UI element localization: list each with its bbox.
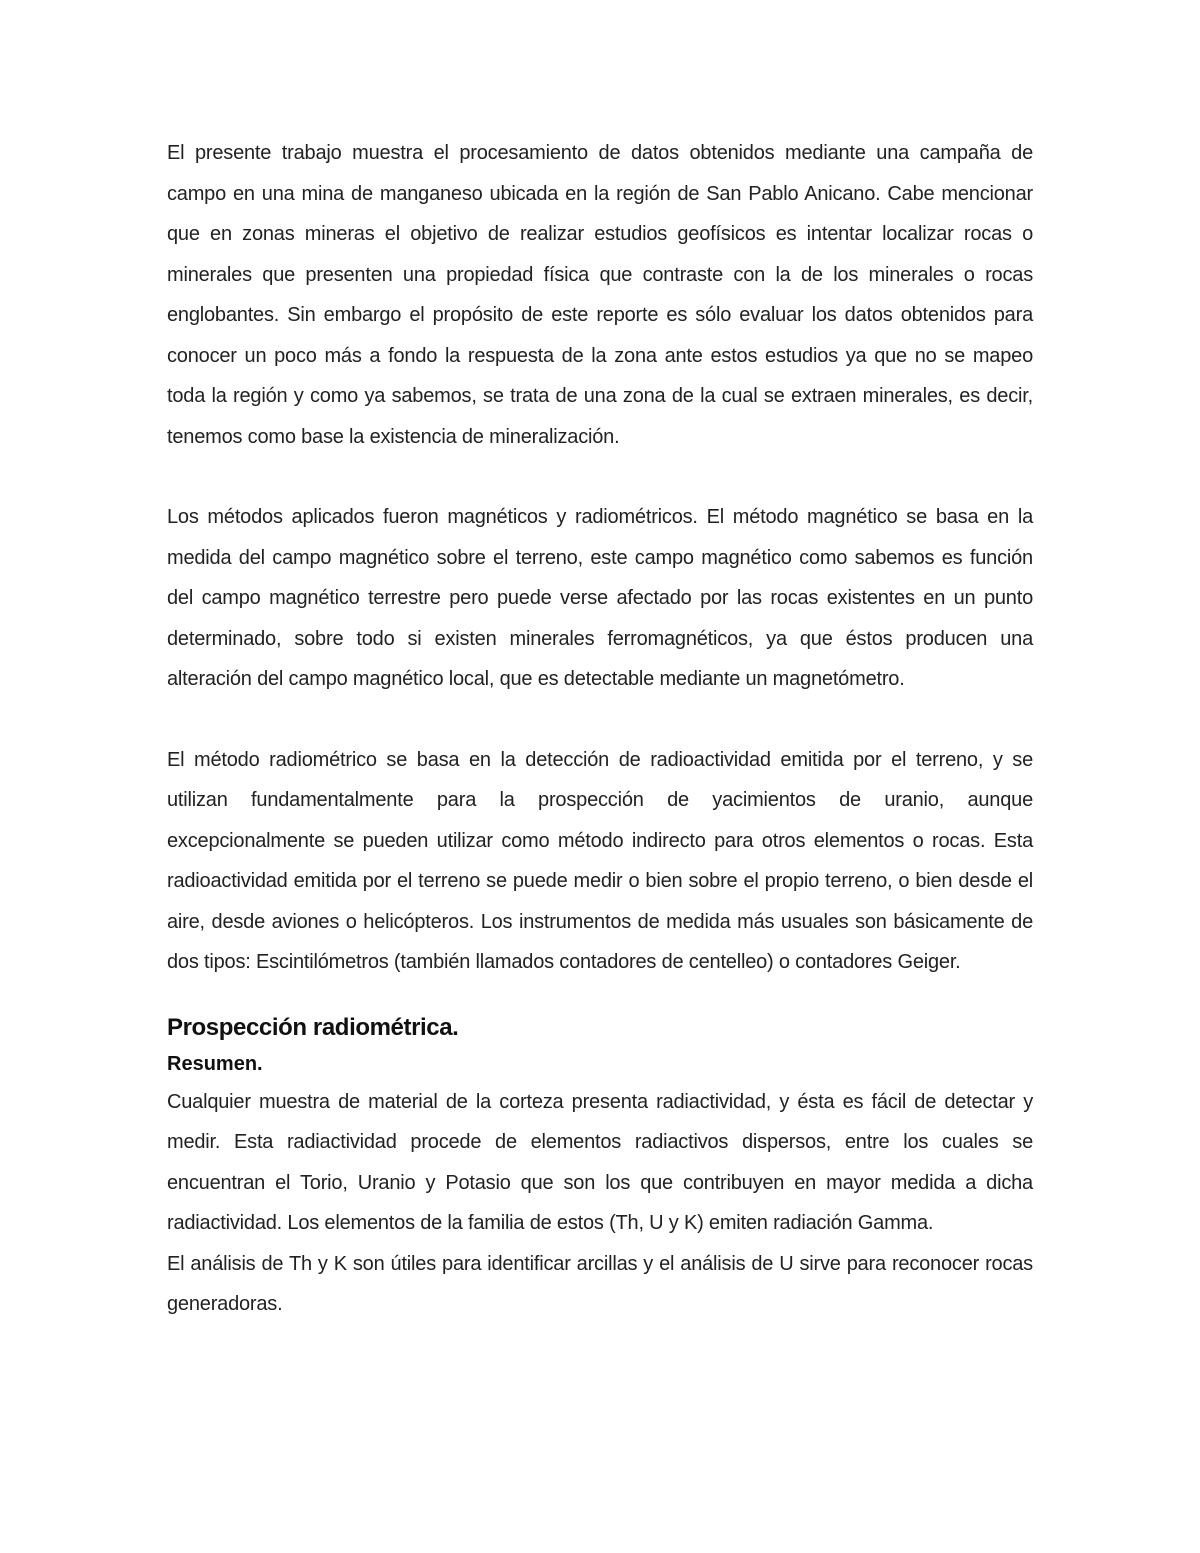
- section-spacer: [167, 983, 1033, 1010]
- intro-paragraph-2: Los métodos aplicados fueron magnéticos y radiométricos. El método magnético se basa en la medida del campo magnético sobre el terreno, este campo magnético como sabemos es función del campo magnético terrestre pero puede verse afectado por las rocas existentes en un punto determinado, sobre todo si existen minerales ferromagnéticos, ya que éstos producen una alteración del campo magnético local, que es detectable mediante un magnetómetro.: [167, 506, 1033, 690]
- paragraph-spacer: [167, 457, 1033, 497]
- paragraph-spacer: [167, 700, 1033, 740]
- subsection-heading: Resumen.: [167, 1052, 263, 1075]
- document-page: [167, 133, 1033, 1325]
- section-heading: Prospección radiométrica.: [167, 1013, 459, 1041]
- summary-paragraph-2: El análisis de Th y K son útiles para identificar arcillas y el análisis de U sirve para reconocer rocas generadoras.: [167, 1252, 1033, 1315]
- intro-paragraph-3: El método radiométrico se basa en la detección de radioactividad emitida por el terreno, y se utilizan fundamentalmente para la prospección de yacimientos de uranio, aunque excepcionalmente se pueden utilizar como método indirecto para otros elementos o rocas. Esta radioactividad emitida por el terreno se puede medir o bien sobre el propio terreno, o bien desde el aire, desde aviones o helicópteros. Los instrumentos de medida más usuales son básicamente de dos tipos: Escintilómetros (también llamados contadores de centelleo) o contadores Geiger.: [167, 748, 1033, 973]
- summary-paragraph-1: Cualquier muestra de material de la corteza presenta radiactividad, y ésta es fácil de detectar y medir. Esta radiactividad procede de elementos radiactivos dispersos, entre los cuales se encuentran el Torio, Uranio y Potasio que son los que contribuyen en mayor medida a dicha radiactividad. Los elementos de la familia de estos (Th, U y K) emiten radiación Gamma.: [167, 1090, 1033, 1234]
- intro-paragraph-1: El presente trabajo muestra el procesamiento de datos obtenidos mediante una campaña de campo en una mina de manganeso ubicada en la región de San Pablo Anicano. Cabe mencionar que en zonas mineras el objetivo de realizar estudios geofísicos es intentar localizar rocas o minerales que presenten una propiedad física que contraste con la de los minerales o rocas englobantes. Sin embargo el propósito de este reporte es sólo evaluar los datos obtenidos para conocer un poco más a fondo la respuesta de la zona ante estos estudios ya que no se mapeo toda la región y como ya sabemos, se trata de una zona de la cual se extraen minerales, es decir, tenemos como base la existencia de mineralización.: [167, 142, 1033, 448]
